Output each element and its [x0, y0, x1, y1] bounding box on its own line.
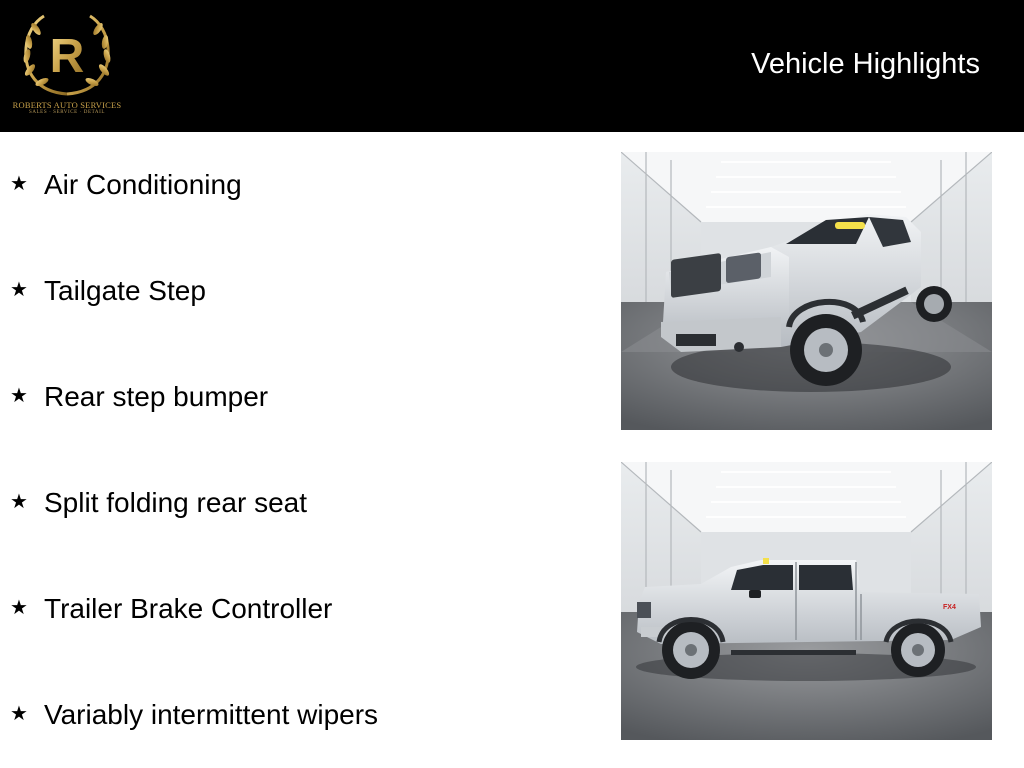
feature-item — [10, 165, 242, 205]
vehicle-photo-side[interactable] — [621, 462, 992, 740]
feature-item — [10, 271, 206, 311]
truck-badge: FX4 — [943, 604, 956, 611]
page-title: Vehicle Highlights — [751, 48, 980, 80]
star-bullet-icon: ★ — [10, 172, 28, 195]
feature-item — [10, 589, 332, 629]
star-bullet-icon: ★ — [10, 702, 28, 725]
feature-item — [10, 377, 268, 417]
truck-front-image — [621, 152, 992, 430]
star-bullet-icon: ★ — [10, 278, 28, 301]
feature-label: Split folding rear seat — [44, 487, 308, 518]
dealer-name: ROBERTS AUTO SERVICES — [12, 100, 122, 110]
star-bullet-icon: ★ — [10, 596, 28, 619]
header-bar — [0, 0, 1024, 132]
feature-label: Variably intermittent wipers — [44, 699, 379, 730]
truck-side-image — [621, 462, 992, 740]
feature-label: Trailer Brake Controller — [44, 593, 333, 624]
feature-item — [10, 483, 307, 523]
feature-label: Air Conditioning — [44, 169, 242, 200]
vehicle-photo-front[interactable] — [621, 152, 992, 430]
dealer-tagline: SALES · SERVICE · DETAIL — [28, 110, 106, 115]
feature-label: Tailgate Step — [44, 275, 206, 306]
feature-label: Rear step bumper — [44, 381, 269, 412]
laurel-wreath-logo-icon — [12, 10, 122, 102]
feature-item — [10, 695, 378, 735]
dealer-logo[interactable] — [12, 10, 122, 120]
logo-monogram: R — [49, 30, 85, 83]
star-bullet-icon: ★ — [10, 384, 28, 407]
star-bullet-icon: ★ — [10, 490, 28, 513]
